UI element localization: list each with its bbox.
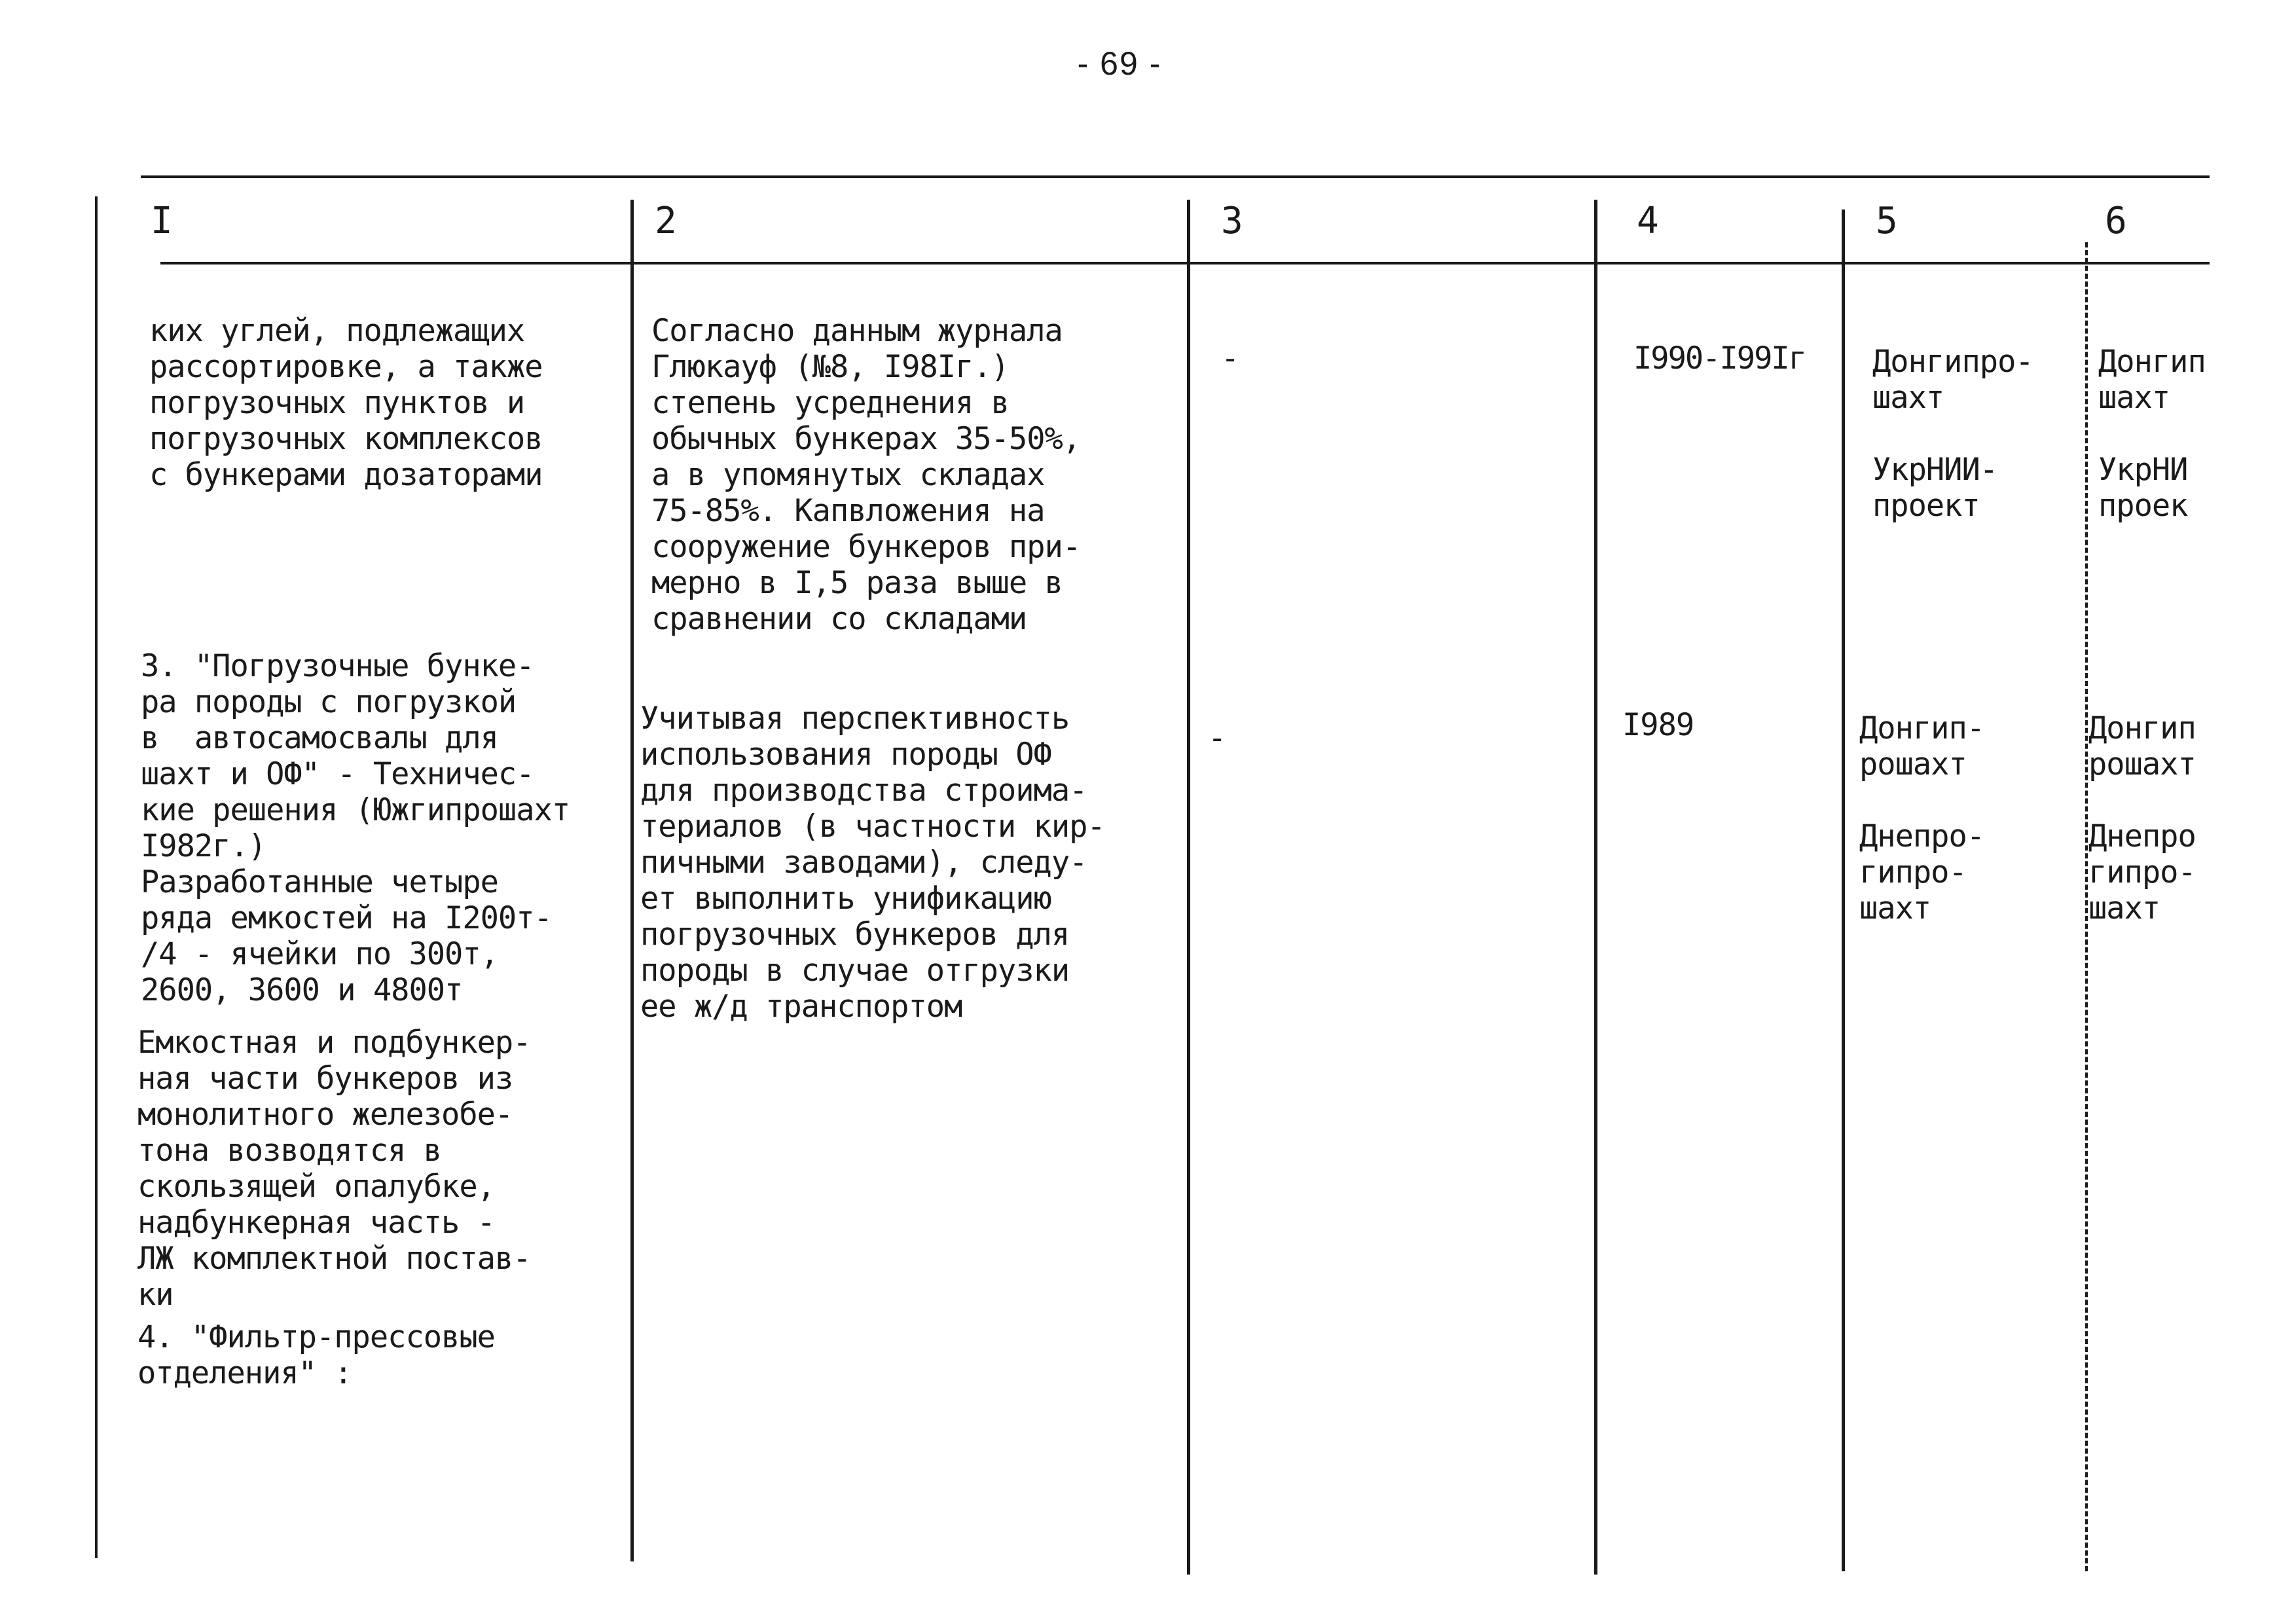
- header-bottom-rule: [160, 262, 2210, 264]
- col1-text-block-c: Емкостная и подбункер- ная части бункеров из монолитного железобе- тона возводятся в скользящей опалубке, надбункерная часть - ЛЖ комплектной постав- ки: [137, 1025, 531, 1313]
- table-top-rule: [141, 175, 2210, 178]
- col5-organizations-row1: Донгипро- шахт УкрНИИ- проект: [1872, 344, 2033, 524]
- col3-dash-row2: -: [1208, 720, 1226, 756]
- table-left-border: [95, 196, 98, 1558]
- col1-text-block-b: 3. "Погрузочные бунке- ра породы с погрузкой в автосамосвалы для шахт и ОФ" - Техничес- кие решения (Южгипрошахт I982г.) Разработанные четыре ряда емкостей на I200т- /4 - ячейки по 300т, 2600, 3600 и 4800т: [141, 648, 570, 1008]
- column-header-5: 5: [1876, 200, 1898, 242]
- column-divider-2-3: [1187, 200, 1190, 1575]
- column-header-6: 6: [2105, 200, 2127, 242]
- col1-text-block-a: ких углей, подлежащих рассортировке, а также погрузочных пунктов и погрузочных комплексов с бункерами дозаторами: [149, 313, 543, 493]
- col6-organizations-row1: Донгип шахт УкрНИ проек: [2098, 344, 2206, 524]
- col4-year-row1: I990-I99Iг: [1633, 340, 1806, 376]
- col4-year-row2: I989: [1622, 707, 1694, 743]
- col2-text-block-b: Учитывая перспективность использования породы ОФ для производства строима- териалов (в частности кир- пичными заводами), следу- ет выполнить унификацию погрузочных бункеров для породы в случае отгрузки ее ж/д транспортом: [640, 701, 1105, 1025]
- col5-organizations-row2: Донгип- рошахт Днепро- гипро- шахт: [1859, 710, 1985, 926]
- column-divider-1-2: [630, 200, 634, 1561]
- column-header-3: 3: [1221, 200, 1243, 242]
- page-number: - 69 -: [1077, 45, 1162, 82]
- col6-organizations-row2: Донгип рошахт Днепро гипро- шахт: [2088, 710, 2196, 926]
- column-divider-3-4: [1594, 200, 1597, 1575]
- column-header-4: 4: [1637, 200, 1659, 242]
- col3-dash-row1: -: [1221, 340, 1239, 376]
- col1-text-block-d: 4. "Фильтр-прессовые отделения" :: [137, 1319, 495, 1391]
- column-divider-5-6: [2085, 242, 2088, 1571]
- column-header-1: I: [151, 200, 173, 242]
- column-header-2: 2: [655, 200, 677, 242]
- col2-text-block-a: Согласно данным журнала Глюкауф (№8, I98Iг.) степень усреднения в обычных бункерах 35-50%, а в упомянутых складах 75-85%. Капвложения на сооружение бункеров при- мерно в I,5 раза выше в сравнении со складами: [651, 313, 1081, 637]
- column-divider-4-5: [1842, 210, 1845, 1571]
